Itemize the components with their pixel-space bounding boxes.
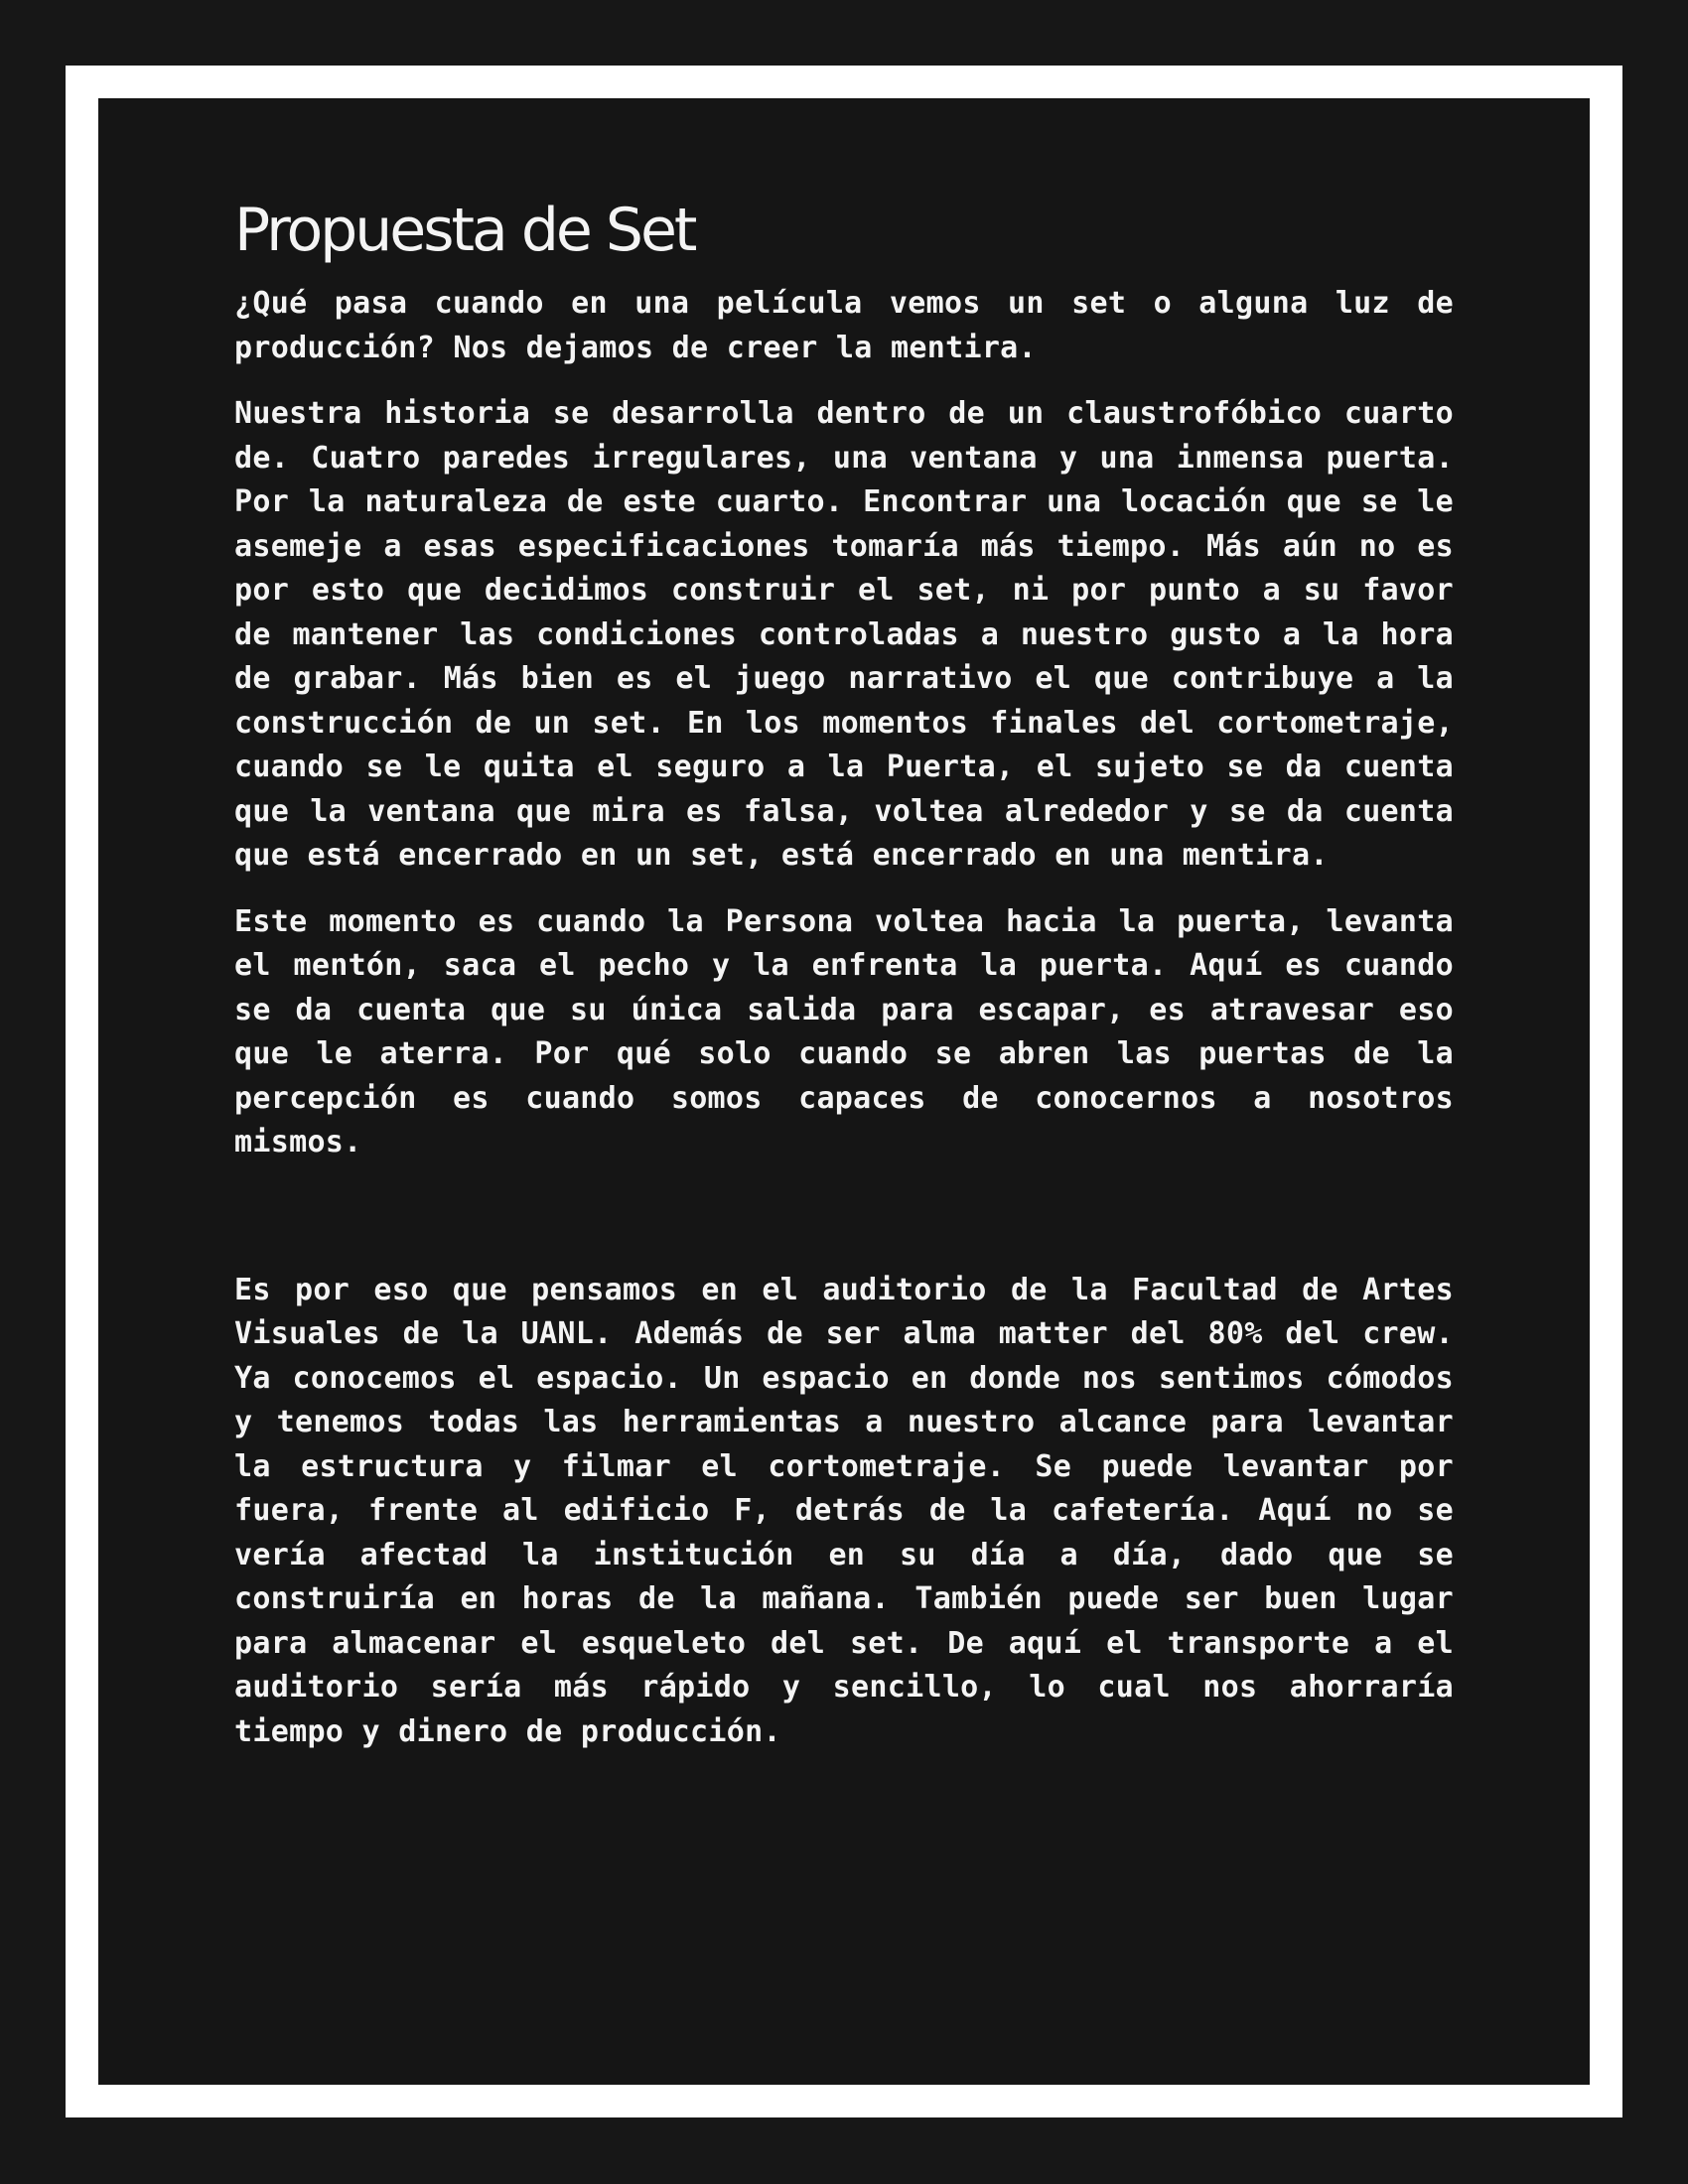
paragraph-location: Es por eso que pensamos en el auditorio de la Facultad de Artes Visuales de la UANL. Además de ser alma matter del 80% del crew. Ya conocemos el espacio. Un espacio en donde nos sentimos cómodos y tenemos todas las herramientas a nuestro alcance para levantar la estructura y filmar el cortometraje. Se puede levantar por fuera, frente al edificio F, detrás de la cafetería. Aquí no se vería afectad la institución en su día a día, dado que se construiría en horas de la mañana. También puede ser buen lugar para almacenar el esqueleto del set. De aquí el transporte a el auditorio sería más rápido y sencillo, lo cual nos ahorraría tiempo y dinero de producción. [234, 1272, 1454, 1749]
document-body [234, 195, 1454, 1776]
paragraph-story: Nuestra historia se desarrolla dentro de un claustrofóbico cuarto de. Cuatro paredes irregulares, una ventana y una inmensa puerta. Por la naturaleza de este cuarto. Encontrar una locación que se le asemeje a esas especificaciones tomaría más tiempo. Más aún no es por esto que decidimos construir el set, ni por punto a su favor de mantener las condiciones controladas a nuestro gusto a la hora de grabar. Más bien es el juego narrativo el que contribuye a la construcción de un set. En los momentos finales del cortometraje, cuando se le quita el seguro a la Puerta, el sujeto se da cuenta que la ventana que mira es falsa, voltea alrededor y se da cuenta que está encerrado en un set, está encerrado en una mentira. [234, 396, 1454, 873]
paragraph-intro: ¿Qué pasa cuando en una película vemos un set o alguna luz de producción? Nos dejamos de creer la mentira. [234, 286, 1454, 365]
paragraph-moment: Este momento es cuando la Persona voltea hacia la puerta, levanta el mentón, saca el pecho y la enfrenta la puerta. Aquí es cuando se da cuenta que su única salida para escapar, es atravesar eso que le aterra. Por qué solo cuando se abren las puertas de la percepción es cuando somos capaces de conocernos a nosotros mismos. [234, 903, 1454, 1160]
page-title: Propuesta de Set [234, 196, 695, 265]
